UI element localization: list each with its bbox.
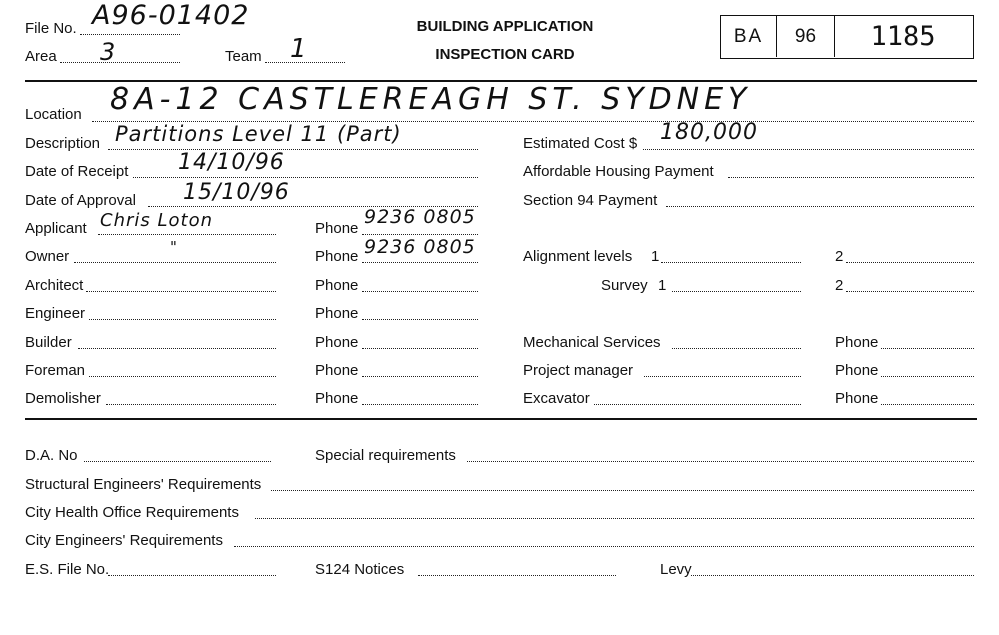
structural-engineers-label: Structural Engineers' Requirements: [25, 476, 262, 493]
description-label: Description: [25, 135, 101, 152]
project-manager-line: [644, 376, 801, 377]
alignment-line2: [846, 262, 974, 263]
mechanical-services-label: Mechanical Services: [523, 334, 661, 351]
mechanical-phone-label: Phone: [835, 334, 879, 351]
ref-year: 96: [777, 16, 835, 57]
estimated-cost-line: [643, 149, 974, 150]
builder-line: [78, 348, 276, 349]
city-health-label: City Health Office Requirements: [25, 504, 239, 521]
survey-line1: [672, 291, 801, 292]
foreman-label: Foreman: [25, 362, 86, 379]
alignment-num1: 1: [651, 248, 660, 265]
card-title-line1: BUILDING APPLICATION: [416, 18, 594, 35]
estimated-cost-value: 180,000: [660, 120, 758, 145]
special-requirements-line: [467, 461, 974, 462]
applicant-phone-line: [362, 234, 478, 235]
card-title-line2: INSPECTION CARD: [435, 46, 575, 63]
levy-line: [691, 575, 974, 576]
alignment-line1: [661, 262, 801, 263]
location-label: Location: [25, 106, 82, 123]
excavator-line: [594, 404, 801, 405]
owner-value: ": [170, 238, 178, 256]
engineer-phone-label: Phone: [315, 305, 359, 322]
project-manager-phone-line: [881, 376, 974, 377]
special-requirements-label: Special requirements: [315, 447, 456, 464]
es-file-no-label: E.S. File No.: [25, 561, 110, 578]
applicant-phone-value: 9236 0805: [364, 206, 476, 228]
applicant-value: Chris Loton: [100, 210, 213, 231]
engineer-phone-line: [362, 319, 478, 320]
file-no-label: File No.: [25, 20, 77, 37]
ref-prefix: BA: [721, 16, 777, 57]
city-engineers-label: City Engineers' Requirements: [25, 532, 223, 549]
engineer-label: Engineer: [25, 305, 86, 322]
affordable-housing-label: Affordable Housing Payment: [523, 163, 714, 180]
engineer-line: [89, 319, 276, 320]
architect-phone-label: Phone: [315, 277, 359, 294]
team-label: Team: [225, 48, 262, 65]
architect-line: [86, 291, 276, 292]
project-manager-phone-label: Phone: [835, 362, 879, 379]
section94-label: Section 94 Payment: [523, 192, 658, 209]
structural-engineers-line: [271, 490, 974, 491]
description-value: Partitions Level 11 (Part): [115, 122, 402, 146]
area-line: [60, 62, 180, 63]
survey-label: Survey: [601, 277, 648, 294]
survey-num1: 1: [658, 277, 667, 294]
estimated-cost-label: Estimated Cost $: [523, 135, 638, 152]
ref-number: 1185: [870, 21, 936, 52]
mechanical-services-line: [672, 348, 801, 349]
alignment-num2: 2: [835, 248, 844, 265]
survey-num2: 2: [835, 277, 844, 294]
reference-box: [720, 15, 974, 59]
excavator-phone-line: [881, 404, 974, 405]
builder-label: Builder: [25, 334, 72, 351]
foreman-phone-label: Phone: [315, 362, 359, 379]
demolisher-phone-line: [362, 404, 478, 405]
file-no-value: A96-01402: [92, 0, 250, 31]
location-value: 8A-12 CASTLEREAGH ST. SYDNEY: [110, 82, 752, 117]
da-no-label: D.A. No: [25, 447, 78, 464]
receipt-label: Date of Receipt: [25, 163, 129, 180]
section94-line: [666, 206, 974, 207]
owner-line: [74, 262, 276, 263]
applicant-line: [98, 234, 276, 235]
city-health-line: [255, 518, 974, 519]
description-line: [108, 149, 478, 150]
alignment-levels-label: Alignment levels: [523, 248, 633, 265]
builder-phone-label: Phone: [315, 334, 359, 351]
s124-notices-line: [418, 575, 616, 576]
foreman-phone-line: [362, 376, 478, 377]
owner-phone-value: 9236 0805: [364, 236, 476, 258]
excavator-phone-label: Phone: [835, 390, 879, 407]
architect-phone-line: [362, 291, 478, 292]
file-no-line: [80, 34, 180, 35]
team-value: 1: [290, 34, 308, 64]
architect-label: Architect: [25, 277, 84, 294]
area-label: Area: [25, 48, 57, 65]
approval-value: 15/10/96: [183, 180, 290, 205]
approval-label: Date of Approval: [25, 192, 136, 209]
applicant-label: Applicant: [25, 220, 87, 237]
section-divider: [25, 418, 977, 420]
da-no-line: [84, 461, 271, 462]
demolisher-phone-label: Phone: [315, 390, 359, 407]
area-value: 3: [100, 38, 117, 66]
owner-phone-line: [362, 262, 478, 263]
levy-label: Levy: [660, 561, 692, 578]
demolisher-label: Demolisher: [25, 390, 101, 407]
applicant-phone-label: Phone: [315, 220, 359, 237]
s124-notices-label: S124 Notices: [315, 561, 405, 578]
receipt-value: 14/10/96: [178, 150, 285, 175]
owner-label: Owner: [25, 248, 70, 265]
survey-line2: [846, 291, 974, 292]
foreman-line: [89, 376, 276, 377]
owner-phone-label: Phone: [315, 248, 359, 265]
es-file-no-line: [108, 575, 276, 576]
demolisher-line: [106, 404, 276, 405]
builder-phone-line: [362, 348, 478, 349]
affordable-housing-line: [728, 177, 974, 178]
receipt-line: [133, 177, 478, 178]
mechanical-phone-line: [881, 348, 974, 349]
project-manager-label: Project manager: [523, 362, 634, 379]
city-engineers-line: [234, 546, 974, 547]
excavator-label: Excavator: [523, 390, 590, 407]
